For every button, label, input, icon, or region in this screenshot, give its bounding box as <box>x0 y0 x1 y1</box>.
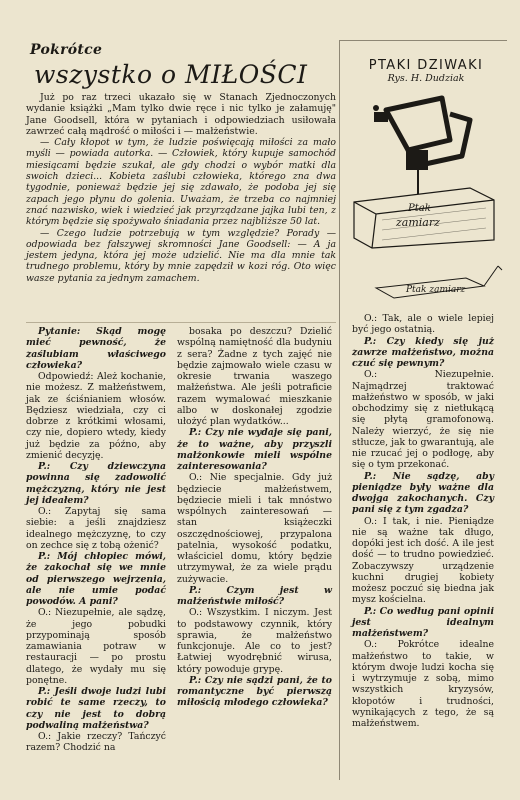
article-column-2 <box>177 326 332 709</box>
question-paragraph: P.: Czy kiedy się już zawrze małżeństwo, można czuć się pewnym? <box>352 335 494 369</box>
question-paragraph: P.: Mój chłopiec mówi, że zakochał się we mnie od pierwszego wejrzenia, ale nie umie podać powodów. A pani? <box>26 551 166 607</box>
article-lead <box>26 92 336 284</box>
answer-paragraph: Odpowiedź: Ależ kochanie, nie możesz. Z małżeństwem, jak ze ściśnianiem włosów. Będziesz wiedziała, czy ci dobrze z krótkimi włosami, czy nie, dopiero wtedy, kiedy już będzie za późno, aby zmienić decyzję. <box>26 371 166 461</box>
answer-paragraph: O.: Niezupełnie, ale sądzę, że jego pobudki przypominają sposób zamawiania potraw w restauracji — po prostu dlatego, że wydały mu się ponętne. <box>26 607 166 686</box>
answer-paragraph: O.: I tak, i nie. Pieniądze nie są ważne tak długo, dopóki jest ich dość. A ile jest dość — to trudno powiedzieć. Zobaczywszy urządzenie kuchni drugiej kobiety możesz poczuć się biedna jak mysz kościelna. <box>352 515 494 606</box>
question-paragraph: P.: Czym jest w małżeństwie miłość? <box>177 584 332 607</box>
question-paragraph: P.: Co według pani opinii jest idealnym małżeństwem? <box>352 605 494 639</box>
lead-paragraph: — Cały kłopot w tym, że ludzie poświęcają miłości za mało myśli — powiada autorka. — Człowiek, który kupuje samochód miesiącami będzie szukał, ale gdy chodzi o wybór matki dla swoich dzieci... Kobieta zaślubi człowieka, którego zna dwa tygodnie, ponieważ będzie jej się zdawało, że podoba jej się zapach jego płynu do golenia. Uważam, że trzeba co najmniej znać nazwisko, wiek i wiedzieć jak przyrządzane jajka lubi ten, z którym będzie się spożywało śniadania przez najbliższe 50 lat. <box>26 137 336 228</box>
feature-top-rule <box>339 40 507 41</box>
lead-divider <box>26 322 336 323</box>
cartoon-caption: Ptak zamiarz <box>406 285 466 295</box>
answer-paragraph: bosaka po deszczu? Dzielić wspólną namiętność dla budyniu z sera? Żadne z tych zajęć nie będzie zajmowało wiele czasu w okresie trwania waszego małżeństwa. Ale jeśli potraficie razem wymalować mieszkanie albo w doskonałej zgodzie ułożyć plan wydatków... <box>177 326 332 427</box>
answer-paragraph: O.: Zapytaj się sama siebie: a jeśli znajdziesz idealnego mężczyznę, to czy on zechce się z tobą ożenić? <box>26 506 166 551</box>
feature-credit: Rys. H. Dudziak <box>387 73 465 84</box>
question-paragraph: Pytanie: Skąd mogę mieć pewność, że zaślubiam właściwego człowieka? <box>26 326 166 371</box>
answer-paragraph: O.: Nie specjalnie. Gdy już będziecie małżeństwem, będziecie mieli i tak mnóstwo wspólnych zainteresowań — stan książeczki oszczędnościowej, przypalona patelnia, wysokość podatku, właściciel domu, który będzie utrzymywał, że za wiele prądu zużywacie. <box>177 472 332 585</box>
column-divider <box>339 40 340 780</box>
article-column-1 <box>26 326 166 754</box>
question-paragraph: P.: Czy nie sądzi pani, że to romantyczne być pierwszą miłością młodego człowieka? <box>177 674 332 709</box>
answer-paragraph: O.: Tak, ale o wiele lepiej być jego ostatnią. <box>352 313 494 336</box>
question-paragraph: P.: Czy nie wydaje się pani, że to ważne, aby przyszli małżonkowie mieli wspólne zainteresowania? <box>177 427 332 472</box>
bird-cartoon-illustration <box>346 90 504 300</box>
article-column-3 <box>352 313 494 729</box>
question-paragraph: P.: Jeśli dwoje ludzi lubi robić te same rzeczy, to czy nie jest to dobrą podwaliną małżeństwa? <box>26 686 166 731</box>
answer-paragraph: O.: Niezupełnie. Najmądrzej traktować małżeństwo w sposób, w jaki obchodzimy się z nietłukącą się płytą gramofonową. Należy wierzyć, że się nie stłucze, jak to gwarantują, ale nie rzucać jej o podłogę, aby się o tym przekonać. <box>352 369 494 471</box>
answer-paragraph: O.: Pokrótce idealne małżeństwo to takie, w którym dwoje ludzi kocha się i wytrzymuje z sobą, mimo wszystkich kryzysów, kłopotów i trudności, wynikających z tego, że są małżeństwem. <box>352 639 494 729</box>
cartoon-label-top: Ptak <box>408 203 431 214</box>
lead-paragraph: Już po raz trzeci ukazało się w Stanach Zjednoczonych wydanie książki „Mam tylko dwie ręce i nic tylko je załamuję" Jane Goodsell, która w pytaniach i odpowiedziach usiłowała zawrzeć całą mądrość o miłości i — małżeństwie. <box>26 92 336 137</box>
feature-title: PTAKI DZIWAKI <box>368 58 484 73</box>
question-paragraph: P.: Czy dziewczyna powinna się zadowolić mężczyzną, który nie jest jej ideałem? <box>26 461 166 506</box>
section-kicker: Pokrótce <box>30 42 103 58</box>
cartoon-label-bottom: zamiarz <box>396 216 440 229</box>
answer-paragraph: O.: Jakie rzeczy? Tańczyć razem? Chodzić na <box>26 731 166 754</box>
question-paragraph: P.: Nie sądzę, aby pieniądze były ważne dla dwojga zakochanych. Czy pani się z tym zgadza? <box>352 470 494 516</box>
article-headline: wszystko o MIŁOŚCI <box>34 60 308 89</box>
answer-paragraph: O.: Wszystkim. I niczym. Jest to podstawowy czynnik, który sprawia, że małżeństwo funkcjonuje. Ale co to jest? Łatwiej wyodrębnić wirusa, który powoduje grypę. <box>177 607 332 675</box>
lead-paragraph: — Czego ludzie potrzebują w tym względzie? Porady — odpowiada bez fałszywej skromności Jane Goodsell: — A ja jestem jedyna, która jej może udzielić. Nie ma dla mnie tak trudnego problemu, który by mnie zapędził w kozi róg. Oto więc wasze pytania za jednym zamachem. <box>26 227 336 284</box>
